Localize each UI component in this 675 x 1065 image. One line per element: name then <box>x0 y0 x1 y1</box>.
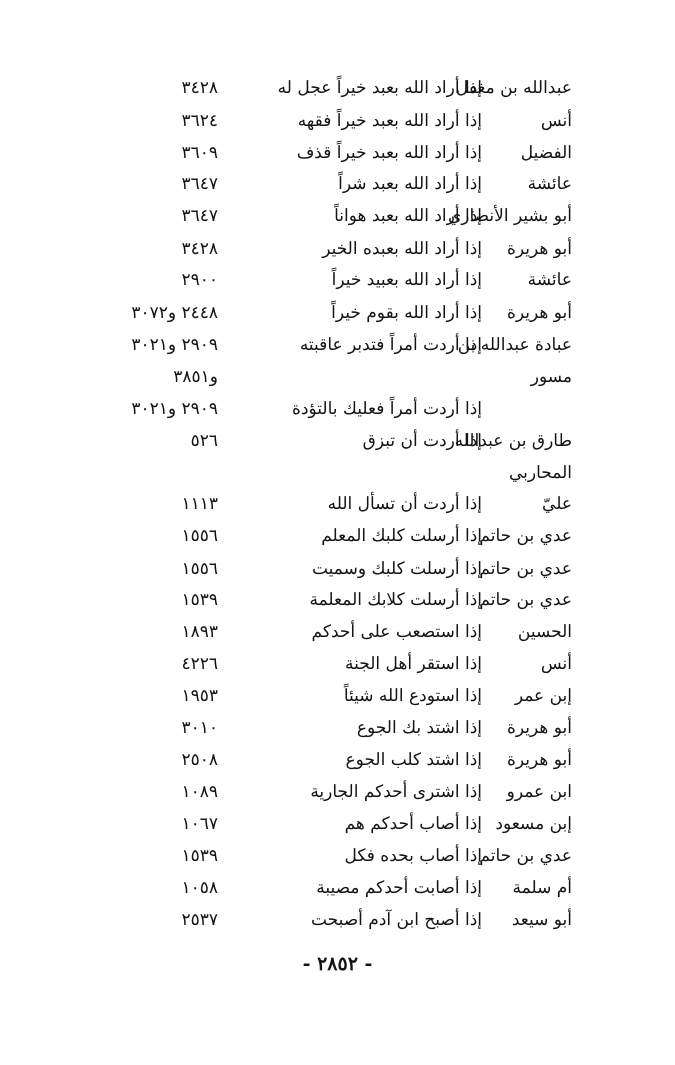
hadith-text: إذا أراد الله بقوم خيراً <box>331 303 482 323</box>
hadith-text: إذا أصبح ابن آدم أصبحت <box>310 910 482 930</box>
narrator-name: المحاربي <box>509 463 572 483</box>
narrator-name: أنس <box>540 111 572 131</box>
reference-number: ١٥٣٩ <box>181 590 218 610</box>
narrator-name: عدي بن حاتم <box>479 846 572 866</box>
reference-number: ٣٦٤٧ <box>181 206 218 226</box>
reference-number: ١٠٨٩ <box>181 782 218 802</box>
reference-number: ١٥٥٦ <box>181 559 218 579</box>
reference-number: ٣٤٢٨ <box>181 239 218 259</box>
hadith-text: إذا أرسلت كلبك المعلم <box>321 526 482 546</box>
hadith-text: إذا استودع الله شيئاً <box>343 686 482 706</box>
reference-number: ١٠٦٧ <box>181 814 218 834</box>
hadith-text: إذا استقر أهل الجنة <box>345 654 482 674</box>
narrator-name: عليّ <box>542 494 572 514</box>
narrator-name: أبو هريرة <box>506 718 572 738</box>
hadith-text: إذا أراد الله بعبد هواناً <box>334 206 482 226</box>
table-row <box>0 137 675 169</box>
reference-number: ٢٤٤٨ و٣٠٧٢ <box>131 303 218 323</box>
table-row <box>0 712 675 744</box>
narrator-name: طارق بن عبدالله <box>454 431 572 451</box>
reference-number: ٣٤٢٨ <box>181 78 218 98</box>
hadith-text: إذا استصعب على أحدكم <box>311 622 482 642</box>
hadith-text: إذا أصابت أحدكم مصيبة <box>316 878 482 898</box>
narrator-name: عائشة <box>527 270 572 290</box>
narrator-name: إبن مسعود <box>495 814 572 834</box>
table-row <box>0 808 675 840</box>
narrator-name: عدي بن حاتم <box>479 526 572 546</box>
narrator-name: أبو سيعد <box>511 910 572 930</box>
narrator-name: عائشة <box>527 174 572 194</box>
hadith-text: إذا اشترى أحدكم الجارية <box>310 782 482 802</box>
narrator-name: أبو هريرة <box>506 303 572 323</box>
hadith-text: إذا أرسلت كلبك وسميت <box>311 559 482 579</box>
reference-number: ٣٦٤٧ <box>181 174 218 194</box>
hadith-text: إذا أصاب بحده فكل <box>344 846 482 866</box>
table-row <box>0 744 675 776</box>
reference-number: ١٨٩٣ <box>181 622 218 642</box>
reference-number: و٣٨٥١ <box>173 367 218 387</box>
reference-number: ٣٦٢٤ <box>181 111 218 131</box>
table-row <box>0 329 675 361</box>
reference-number: ٣٦٠٩ <box>181 143 218 163</box>
table-row <box>0 904 675 936</box>
reference-number: ١١١٣ <box>181 494 218 514</box>
hadith-text: إذا أصاب أحدكم هم <box>344 814 482 834</box>
reference-number: ٢٥٣٧ <box>181 910 218 930</box>
narrator-name: أنس <box>540 654 572 674</box>
table-row <box>0 457 675 489</box>
table-row <box>0 72 675 104</box>
reference-number: ٣٠١٠ <box>181 718 218 738</box>
page-number: - ٢٨٥٢ - <box>302 953 373 975</box>
hadith-text: إذا أردت أن تبزق <box>362 431 482 451</box>
hadith-text: إذا أراد الله بعبده الخير <box>322 239 482 259</box>
reference-number: ١٥٥٦ <box>181 526 218 546</box>
table-row <box>0 520 675 552</box>
reference-number: ٢٩٠٩ و٣٠٢١ <box>131 335 218 355</box>
narrator-name: الفضيل <box>520 143 572 163</box>
reference-number: ١٥٣٩ <box>181 846 218 866</box>
hadith-text: إذا اشتد كلب الجوع <box>345 750 482 770</box>
hadith-text: إذا أراد الله بعبد خيراً قذف <box>296 143 482 163</box>
hadith-text: إذا أراد الله بعبد خيراً عجل له <box>277 78 482 98</box>
narrator-name: إبن عمر <box>514 686 572 706</box>
table-row <box>0 297 675 329</box>
narrator-name: مسور <box>530 367 572 387</box>
hadith-text: إذا أردت أمراً فتدبر عاقبته <box>299 335 482 355</box>
narrator-name: عبادة عبدالله بن <box>457 335 572 355</box>
table-row <box>0 425 675 457</box>
narrator-name: الحسين <box>517 622 572 642</box>
narrator-name: أبو بشير الأنصاري <box>447 206 572 226</box>
table-row <box>0 168 675 200</box>
narrator-name: أبو هريرة <box>506 750 572 770</box>
table-row <box>0 233 675 265</box>
narrator-name: عدي بن حاتم <box>479 559 572 579</box>
table-row <box>0 553 675 585</box>
reference-number: ٢٩٠٩ و٣٠٢١ <box>131 399 218 419</box>
hadith-text: إذا أردت أمراً فعليك بالتؤدة <box>292 399 482 419</box>
hadith-text: إذا أرسلت كلابك المعلمة <box>309 590 482 610</box>
narrator-name: أبو هريرة <box>506 239 572 259</box>
table-row <box>0 393 675 425</box>
narrator-name: عبدالله بن مغفل <box>455 78 572 98</box>
table-row <box>0 264 675 296</box>
hadith-text: إذا أردت أن تسأل الله <box>327 494 482 514</box>
narrator-name: أم سلمة <box>512 878 572 898</box>
table-row <box>0 105 675 137</box>
reference-number: ١٩٥٣ <box>181 686 218 706</box>
narrator-name: عدي بن حاتم <box>479 590 572 610</box>
reference-number: ٤٢٢٦ <box>181 654 218 674</box>
reference-number: ٢٩٠٠ <box>181 270 218 290</box>
table-row <box>0 840 675 872</box>
hadith-text: إذا أراد الله بعبد شراً <box>338 174 482 194</box>
table-row <box>0 616 675 648</box>
hadith-text: إذا أراد الله بعبد خيراً فقهه <box>297 111 482 131</box>
hadith-text: إذا اشتد بك الجوع <box>356 718 482 738</box>
hadith-text: إذا أراد الله بعبيد خيراً <box>331 270 482 290</box>
reference-number: ١٠٥٨ <box>181 878 218 898</box>
reference-number: ٢٥٠٨ <box>181 750 218 770</box>
reference-number: ٥٢٦ <box>190 431 218 451</box>
table-row <box>0 776 675 808</box>
table-row <box>0 680 675 712</box>
table-row <box>0 584 675 616</box>
table-row <box>0 648 675 680</box>
table-row <box>0 200 675 232</box>
table-row <box>0 361 675 393</box>
table-row <box>0 488 675 520</box>
table-row <box>0 872 675 904</box>
narrator-name: ابن عمرو <box>506 782 572 802</box>
